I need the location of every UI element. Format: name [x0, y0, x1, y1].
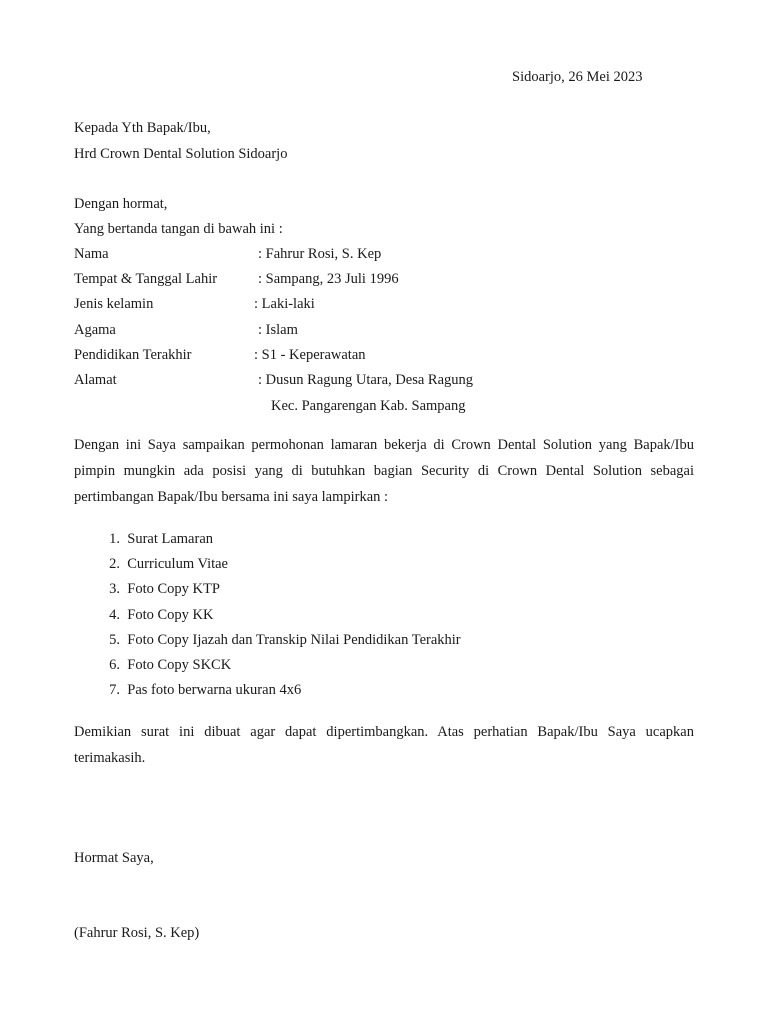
list-item: [74, 530, 461, 555]
field-value-jenis-kelamin: : Laki-laki: [254, 296, 315, 312]
recipient-line: Hrd Crown Dental Solution Sidoarjo: [74, 146, 288, 162]
list-item-number: 3.: [109, 581, 120, 598]
list-item-number: 1.: [109, 531, 120, 547]
field-value-nama: : Fahrur Rosi, S. Kep: [258, 246, 382, 262]
list-item: [74, 681, 461, 706]
list-item-text: Foto Copy Ijazah dan Transkip Nilai Pendidikan Terakhir: [127, 631, 461, 648]
list-item-number: 5.: [109, 631, 120, 648]
closing-paragraph: Demikian surat ini dibuat agar dapat dipertimbangkan. Atas perhatian Bapak/Ibu Saya ucapkan terimakasih.: [74, 724, 694, 766]
list-item: [74, 555, 461, 580]
field-value-agama: : Islam: [258, 322, 298, 338]
list-item-number: 4.: [109, 606, 120, 623]
field-value-alamat-line-2: Kec. Pangarengan Kab. Sampang: [271, 398, 466, 414]
closing-phrase: Hormat Saya,: [74, 850, 154, 866]
field-value-pendidikan: : S1 - Keperawatan: [254, 347, 366, 363]
list-item: [74, 606, 461, 631]
salutation: Dengan hormat,: [74, 196, 168, 212]
body-paragraph: Dengan ini Saya sampaikan permohonan lamaran bekerja di Crown Dental Solution yang Bapak/Ibu pimpin mungkin ada posisi yang di butuhkan bagian Security di Crown Dental Solution sebagai pertimbangan Bapak/Ibu bersama ini saya lampirkan :: [74, 437, 694, 505]
letter-date: Sidoarjo, 26 Mei 2023: [512, 69, 643, 85]
field-value-alamat: : Dusun Ragung Utara, Desa Ragung: [258, 372, 474, 388]
list-item-text: Curriculum Vitae: [127, 556, 228, 573]
attachment-list: [74, 530, 461, 706]
list-item-text: Foto Copy SKCK: [127, 656, 232, 673]
field-value-ttl: : Sampang, 23 Juli 1996: [258, 271, 399, 287]
field-label-pendidikan: Pendidikan Terakhir: [74, 347, 192, 363]
list-item: [74, 631, 461, 656]
list-item-text: Pas foto berwarna ukuran 4x6: [127, 682, 302, 699]
recipient-line: Kepada Yth Bapak/Ibu,: [74, 120, 211, 136]
signature-name: (Fahrur Rosi, S. Kep): [74, 925, 200, 941]
list-item-text: Foto Copy KK: [127, 606, 214, 623]
list-item-number: 7.: [109, 682, 120, 699]
field-label-alamat: Alamat: [74, 372, 117, 388]
list-item-text: Foto Copy KTP: [127, 581, 220, 598]
field-label-agama: Agama: [74, 322, 116, 338]
intro-line: Yang bertanda tangan di bawah ini :: [74, 221, 283, 237]
list-item-number: 6.: [109, 656, 120, 673]
list-item: [74, 656, 461, 681]
field-label-ttl: Tempat & Tanggal Lahir: [74, 271, 218, 287]
list-item-number: 2.: [109, 556, 120, 573]
list-item-text: Surat Lamaran: [127, 531, 214, 547]
field-label-jenis-kelamin: Jenis kelamin: [74, 296, 154, 312]
field-label-nama: Nama: [74, 246, 109, 262]
list-item: [74, 580, 461, 605]
